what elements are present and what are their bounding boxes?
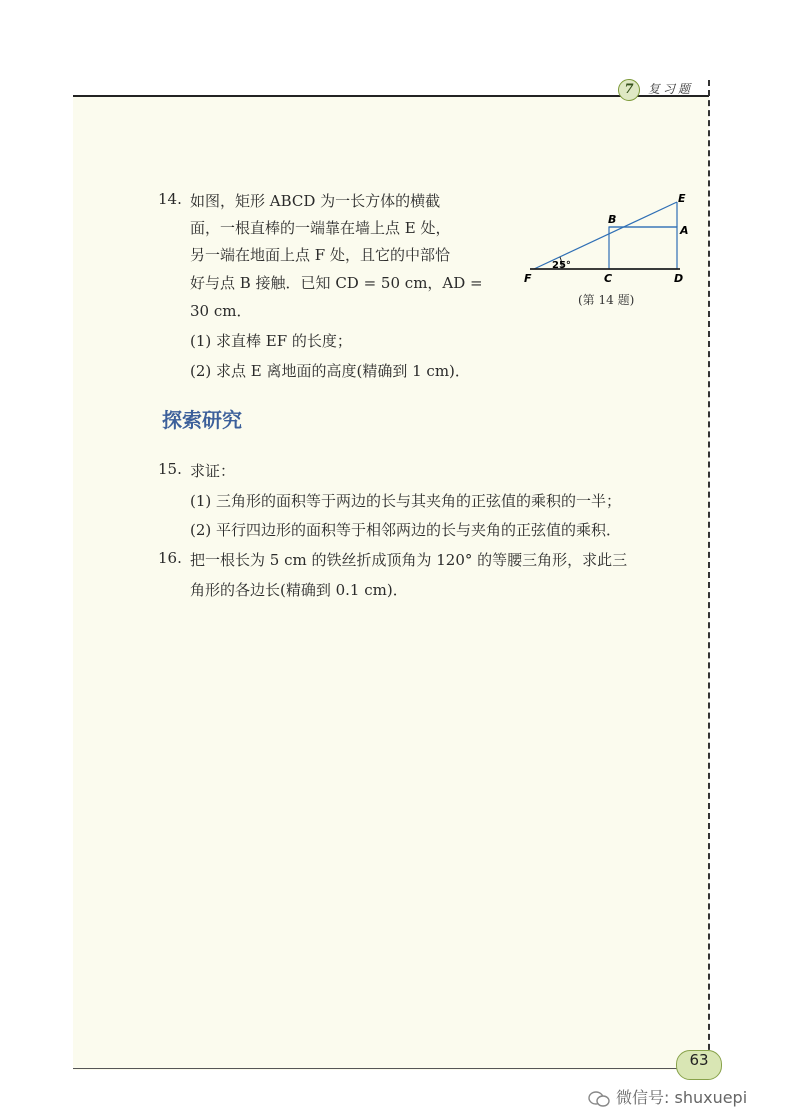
problem-15-part: (2) 平行四边形的面积等于相邻两边的长与夹角的正弦值的乘积．: [190, 521, 622, 539]
problem-16-line: 把一根长为 5 cm 的铁丝折成顶角为 120° 的等腰三角形，求此三: [190, 551, 628, 569]
wechat-icon: [588, 1090, 610, 1108]
problem-14-line: 另一端在地面上点 F 处，且它的中部恰: [190, 246, 450, 264]
label-angle: 25°: [552, 260, 571, 271]
problem-14-line: 面，一根直棒的一端靠在墙上点 E 处，: [190, 219, 451, 237]
problem-16-line: 角形的各边长(精确到 0.1 cm)．: [190, 581, 408, 599]
problem-16-number: 16.: [158, 549, 182, 567]
problem-14-part: (2) 求点 E 离地面的高度(精确到 1 cm)．: [190, 362, 470, 380]
label-f: F: [524, 272, 532, 285]
problem-14-line: 30 cm．: [190, 302, 252, 320]
header-rule: [73, 95, 709, 97]
chapter-number-badge: 7: [618, 79, 640, 101]
footer-rule: [73, 1068, 709, 1069]
page-dashed-edge: [708, 80, 710, 1070]
problem-14-number: 14.: [158, 190, 182, 208]
label-b: B: [608, 213, 617, 226]
label-e: E: [678, 192, 686, 205]
watermark-text: 微信号: shuxuepi: [616, 1088, 748, 1107]
page-number: 63: [676, 1050, 722, 1080]
problem-14-line: 如图，矩形 ABCD 为一长方体的横截: [190, 192, 441, 210]
section-title: 探索研究: [162, 408, 242, 432]
figure-caption: (第 14 题): [578, 293, 635, 307]
rod-ef: [534, 202, 677, 269]
problem-15-part: (1) 三角形的面积等于两边的长与其夹角的正弦值的乘积的一半；: [190, 492, 622, 510]
label-d: D: [674, 272, 684, 285]
problem-14-line: 好与点 B 接触．已知 CD = 50 cm，AD =: [190, 274, 483, 292]
label-a: A: [680, 224, 689, 237]
rectangle-abcd: [609, 227, 677, 269]
problem-15-stem: 求证：: [190, 462, 236, 480]
rectangle-ladder-figure: [520, 190, 690, 290]
problem-15-number: 15.: [158, 460, 182, 478]
label-c: C: [604, 272, 613, 285]
chapter-title: 复习题: [648, 82, 694, 96]
problem-14-part: (1) 求直棒 EF 的长度；: [190, 332, 352, 350]
watermark: [588, 1085, 747, 1108]
